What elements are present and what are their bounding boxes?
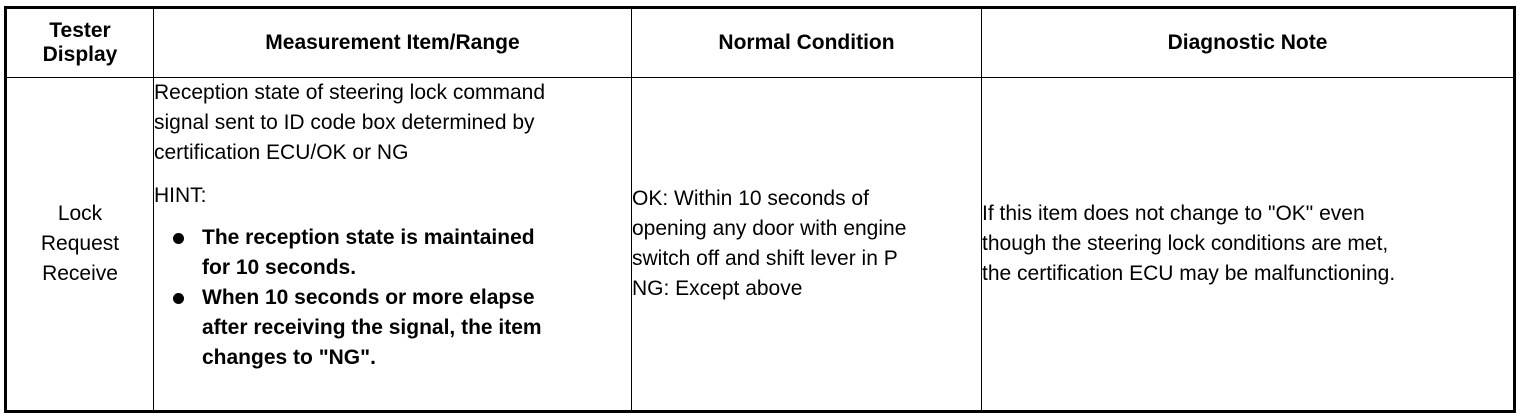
hint-label: HINT: (154, 184, 207, 207)
cell-measurement (154, 78, 632, 412)
display-line: Lock (57, 202, 103, 225)
diagnostic-table (4, 6, 1516, 413)
note-line: the certification ECU may be malfunctioning. (982, 262, 1396, 285)
header-diagnostic-note: Diagnostic Note (982, 8, 1515, 78)
hint-bullet (154, 223, 631, 283)
header-tester-display-line2: Display (42, 43, 118, 66)
note-line: If this item does not change to "OK" even (982, 202, 1365, 225)
bullet-icon (173, 293, 184, 304)
bullet-line: for 10 seconds. (202, 256, 357, 279)
bullet-line: after receiving the signal, the item (202, 316, 542, 339)
header-tester-display-line1: Tester (49, 19, 111, 42)
cell-diagnostic-note (982, 78, 1515, 412)
bullet-line: When 10 seconds or more elapse (202, 286, 535, 309)
measurement-line: certification ECU/OK or NG (154, 141, 409, 164)
hint-bullet (154, 283, 631, 373)
measurement-line: Reception state of steering lock command (154, 81, 546, 104)
header-measurement: Measurement Item/Range (154, 8, 632, 78)
bullet-icon (173, 233, 184, 244)
table-row (6, 78, 1515, 412)
display-line: Receive (42, 262, 118, 285)
header-tester-display (6, 8, 154, 78)
header-row (6, 8, 1515, 78)
cell-normal-condition (632, 78, 982, 412)
bullet-line: The reception state is maintained (202, 226, 535, 249)
cell-tester-display (6, 78, 154, 412)
display-line: Request (40, 232, 120, 255)
normal-line: NG: Except above (632, 277, 803, 300)
hint-bullet-list (154, 223, 631, 373)
header-normal-condition: Normal Condition (632, 8, 982, 78)
normal-line: opening any door with engine (632, 217, 907, 240)
normal-line: switch off and shift lever in P (632, 247, 898, 270)
normal-line: OK: Within 10 seconds of (632, 187, 869, 210)
measurement-line: signal sent to ID code box determined by (154, 111, 535, 134)
bullet-line: changes to "NG". (202, 346, 376, 369)
note-line: though the steering lock conditions are met, (982, 232, 1389, 255)
